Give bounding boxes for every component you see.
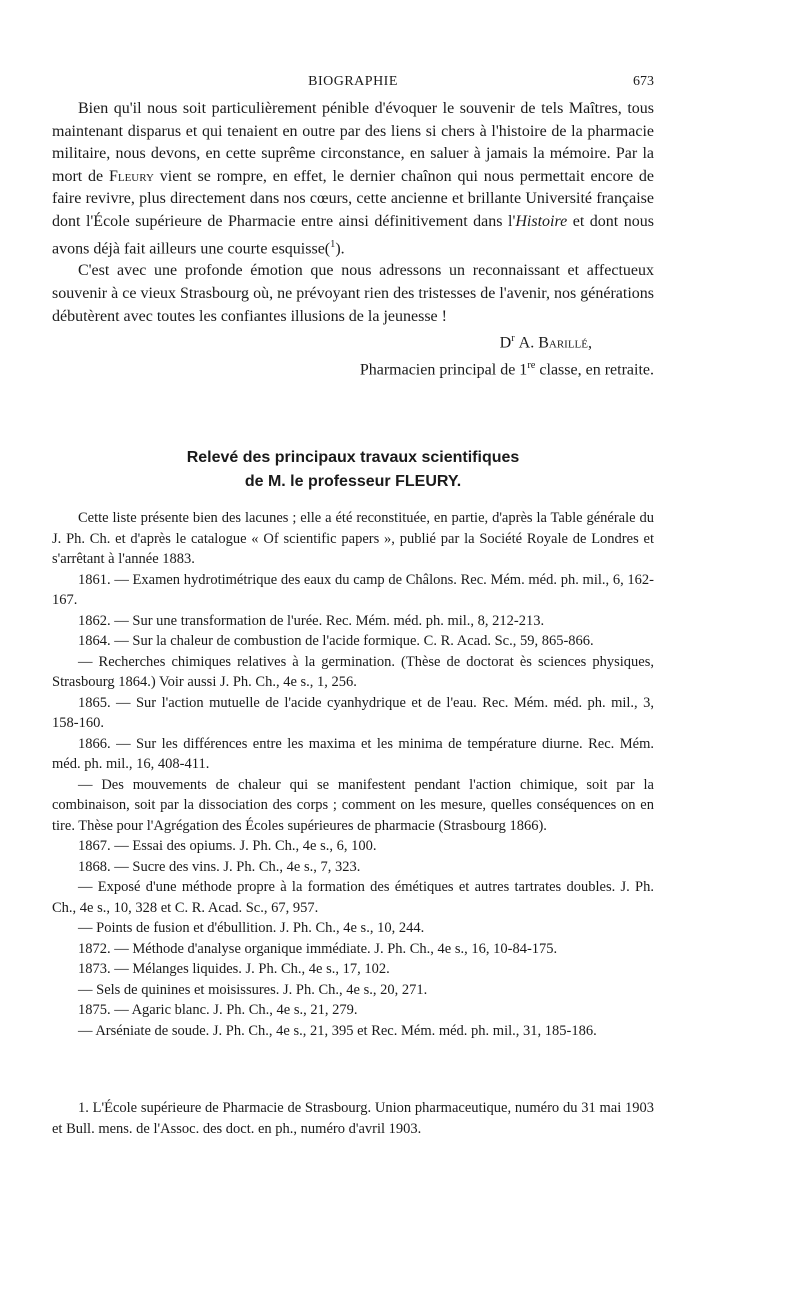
list-item: — Des mouvements de chaleur qui se manifestent pendant l'action chimique, soit par la combinaison, soit par la dissociation des corps ; comment on les mesure, quelles conséquences on en tire. Thèse pour l'Agrégation des Écoles supérieures de pharmacie (Strasbourg 1866).	[52, 776, 654, 834]
list-item: 1865. — Sur l'action mutuelle de l'acide cyanhydrique et de l'eau. Rec. Mém. méd. ph. mil., 3, 158-160.	[52, 694, 654, 731]
signature-prefix: D	[499, 334, 512, 352]
person-name: Fleury	[108, 167, 154, 185]
list-item: 1866. — Sur les différences entre les maxima et les minima de température diurne. Rec. Mém. méd. ph. mil., 16, 408-411.	[52, 735, 654, 772]
paragraph-text: vient se rompre, en effet, le dernier chaînon qui nous permettait encore de faire revivre, plus directement dans nos cœurs, cette ancienne et brillante Université française dont l'École supérieure de Pharmacie entre ainsi définitivement dans l'	[52, 167, 655, 230]
section-heading	[52, 446, 654, 494]
list-item: 1867. — Essai des opiums. J. Ph. Ch., 4e s., 6, 100.	[78, 838, 377, 854]
list-item: 1861. — Examen hydrotimétrique des eaux du camp de Châlons. Rec. Mém. méd. ph. mil., 6, 162-167.	[52, 571, 654, 608]
italic-text: Histoire	[515, 212, 568, 230]
list-item: 1862. — Sur une transformation de l'urée. Rec. Mém. méd. ph. mil., 8, 212-213.	[78, 612, 545, 629]
paragraph-text: Bien qu'il nous soit particulièrement pénible d'évoquer le souvenir de tels Maîtres, tous maintenant disparus et qui tenaient en outre par des liens si chers à l'histoire de la pharmacie militaire, nous devons, en cette suprême circonstance, en saluer à jamais la mémoire. Par la mort de	[52, 100, 654, 185]
list-item: 1872. — Méthode d'analyse organique immédiate. J. Ph. Ch., 4e s., 16, 10-84-175.	[78, 940, 558, 957]
list-item: — Sels de quinines et moisissures. J. Ph. Ch., 4e s., 20, 271.	[78, 981, 428, 998]
signature-title-text: classe, en retraite.	[535, 361, 654, 379]
list-intro: Cette liste présente bien des lacunes ; elle a été reconstituée, en partie, d'après la Table générale du J. Ph. Ch. et d'après le catalogue « Of scientific papers », publié par la Société Royale de Londres et s'arrêtant à l'année 1883.	[52, 510, 654, 567]
paragraph	[52, 98, 654, 260]
paragraph-text: ).	[335, 239, 345, 257]
signature-title-sup: re	[527, 360, 536, 372]
paragraph-text: et dont nous avons déjà fait ailleurs une courte esquisse(	[52, 212, 655, 257]
heading-line: Relevé des principaux travaux scientifiques	[186, 449, 520, 466]
footnote-text: 1. L'École supérieure de Pharmacie de Strasbourg. Union pharmaceutique, numéro du 31 mai 1903 et Bull. mens. de l'Assoc. des doct. en ph., numéro d'avril 1903.	[52, 1100, 654, 1137]
list-item: — Arséniate de soude. J. Ph. Ch., 4e s., 21, 395 et Rec. Mém. méd. ph. mil., 31, 185-186.	[78, 1022, 597, 1039]
list-item: 1864. — Sur la chaleur de combustion de l'acide formique. C. R. Acad. Sc., 59, 865-866.	[78, 633, 594, 649]
footnote	[52, 1098, 654, 1139]
running-header	[52, 74, 654, 94]
heading-line: de M. le professeur FLEURY.	[244, 473, 462, 490]
list-item: 1868. — Sucre des vins. J. Ph. Ch., 4e s., 7, 323.	[78, 858, 361, 875]
body-text	[52, 98, 654, 382]
list-item: — Exposé d'une méthode propre à la formation des émétiques et autres tartrates doubles. J. Ph. Ch., 4e s., 10, 328 et C. R. Acad. Sc., 67, 957.	[52, 879, 654, 916]
list-item: 1875. — Agaric blanc. J. Ph. Ch., 4e s., 21, 279.	[78, 1002, 358, 1018]
signature-title-text: Pharmacien principal de 1	[359, 361, 528, 379]
list-item: — Recherches chimiques relatives à la germination. (Thèse de doctorat ès sciences physiques, Strasbourg 1864.) Voir aussi J. Ph. Ch., 4e s., 1, 256.	[52, 653, 654, 690]
signature-title	[52, 355, 654, 382]
signature-name: A. Barillé,	[518, 334, 592, 352]
page-number: 673	[633, 74, 654, 89]
header-title: BIOGRAPHIE	[308, 74, 398, 89]
list-item: — Points de fusion et d'ébullition. J. Ph. Ch., 4e s., 10, 244.	[78, 920, 425, 936]
footnote-ref: 1	[330, 238, 336, 250]
publication-list	[52, 508, 654, 1041]
paragraph: C'est avec une profonde émotion que nous adressons un reconnaissant et affectueux souvenir à ce vieux Strasbourg où, ne prévoyant rien des tristesses de l'avenir, nos générations débutèrent avec toutes les confiantes illusions de la jeunesse !	[52, 262, 654, 325]
list-item: 1873. — Mélanges liquides. J. Ph. Ch., 4e s., 17, 102.	[78, 961, 390, 977]
signature-prefix-sup: r	[511, 333, 515, 345]
signature	[52, 328, 654, 355]
